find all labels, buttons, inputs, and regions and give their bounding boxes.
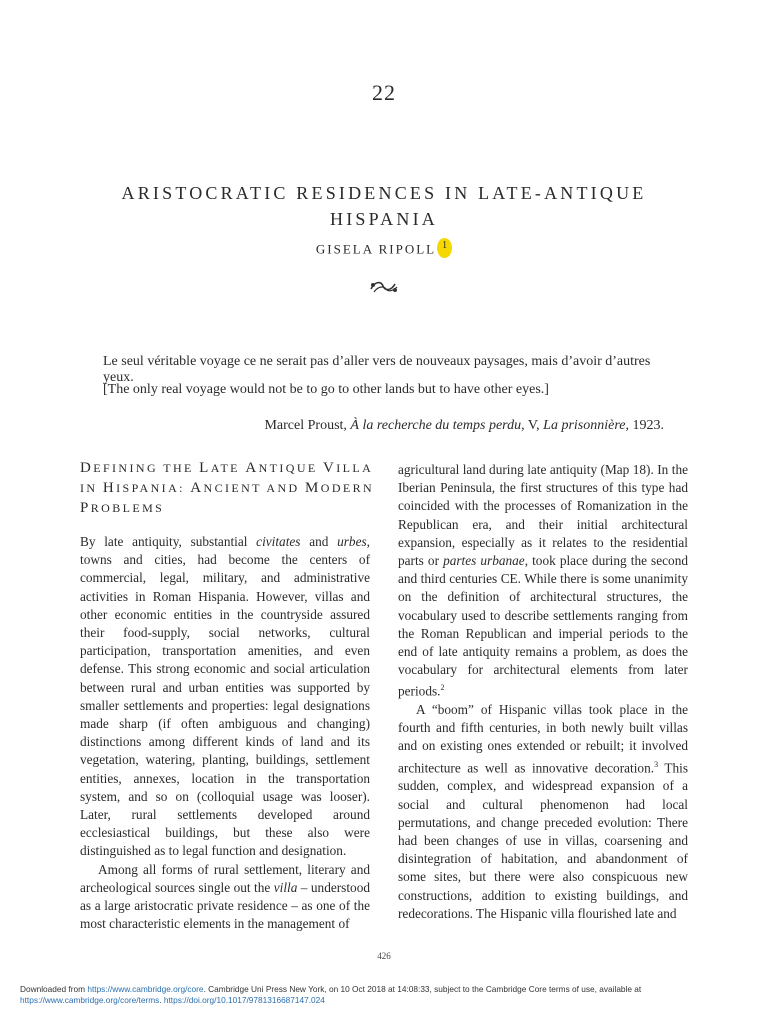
paragraph: Among all forms of rural settlement, literary and archeological sources single out the villa – understood as a large aristocratic private residence – as one of the most characteristic elements in the management of — [80, 861, 370, 932]
epigraph-french: Le seul véritable voyage ce ne serait pas d’aller vers de nouveaux paysages, mais d’avoir d’autres yeux. — [103, 354, 651, 385]
author-name: GISELA RIPOLL — [315, 241, 437, 257]
attribution-volume-title: La prisonnière — [543, 418, 626, 433]
chapter-title-line-2: HISPANIA — [330, 209, 438, 229]
terms-link[interactable]: https://www.cambridge.org/core/terms — [20, 995, 160, 1005]
epigraph-english: [The only real voyage would not be to go to other lands but to have other eyes.] — [103, 382, 549, 397]
footnote-marker-1[interactable]: 1 — [437, 238, 452, 258]
body-column-left — [80, 533, 370, 933]
download-footer: Downloaded from https://www.cambridge.org/core. Cambridge Uni Press New York, on 10 Oct 2018 at 14:08:33, subject to the Cambridge Core terms of use, available at https://www.cambridge.org/core/terms. https://doi.org/10.1017/9781316687147.024 — [20, 984, 642, 1005]
fleuron-ornament-icon — [368, 276, 400, 296]
attribution-volume: , V, — [521, 418, 544, 433]
attribution-year: , 1923. — [625, 418, 664, 433]
body-column-right — [398, 461, 688, 923]
chapter-title-line-1: ARISTOCRATIC RESIDENCES IN LATE-ANTIQUE — [121, 183, 647, 203]
epigraph-attribution — [264, 418, 664, 434]
footnote-ref-2[interactable]: 2 — [440, 683, 445, 693]
page-number: 426 — [377, 951, 391, 961]
section-heading-line-3: PROBLEMS — [80, 500, 165, 516]
attribution-author: Marcel Proust, — [264, 418, 351, 433]
paragraph: A “boom” of Hispanic villas took place in the fourth and fifth centuries, in both newly built villas and on existing ones extended or rebuilt; it involved architecture as well as innovative decoration.$^3$ This sudden, complex, and widespread expansion of a social and cultural phenomenon had local permutations, and change preceded evolution: There had been changes of use in villas, coarsening and disintegration of habitation, and abandonment of some sites, but there were also conspicuous new constructions, addition to existing buildings, and redecorations. The Hispanic villa flourished late and — [398, 702, 688, 921]
paragraph: By late antiquity, substantial civitates and urbes, towns and cities, had become the centers of commercial, legal, military, and administrative activities in Roman Hispania. However, villas and other economic entities in the countryside assured their food-supply, social networks, cultural participation, transportation amenities, and even defense. This strong economic and social articulation between rural and urban entities was supported by smaller settlements and properties: legal designations made sharp (if often ambiguous and changing) distinctions among different kinds of land and its vegetation, watering, planting, buildings, settlement entities, annexes, location in the transportation system, and so on (colloquial usage was looser). Later, rural settlements developed around ecclesiastical buildings, but these also were distinguished as to legal function and designation. — [80, 534, 370, 859]
chapter-title — [0, 180, 768, 232]
author-line — [0, 238, 768, 258]
section-heading-line-1: DEFINING THE LATE ANTIQUE VILLA — [80, 460, 374, 476]
doi-link[interactable]: https://doi.org/10.1017/9781316687147.024 — [163, 995, 325, 1005]
section-heading-line-2: IN HISPANIA: ANCIENT AND MODERN — [80, 480, 375, 496]
chapter-number: 22 — [372, 80, 396, 105]
footnote-ref-3[interactable]: 3 — [654, 759, 659, 769]
section-heading — [80, 458, 380, 518]
cambridge-core-link[interactable]: https://www.cambridge.org/core — [87, 984, 204, 994]
attribution-work-title: À la recherche du temps perdu — [350, 418, 522, 433]
paragraph: agricultural land during late antiquity (Map 18). In the Iberian Peninsula, the first structures of this type had coincided with the processes of Romanization in the Republican era, and their initial architectural expansion, especially as it relates to the residential parts or partes urbanae, took place during the second and third centuries CE. While there is some unanimity on the definition of architectural structures, the vocabulary used to describe settlements ranging from the Roman Republican and imperial periods to the end of late antiquity remains a problem, as does the vocabulary for architectural elements from later periods.$^2$ — [398, 462, 688, 699]
